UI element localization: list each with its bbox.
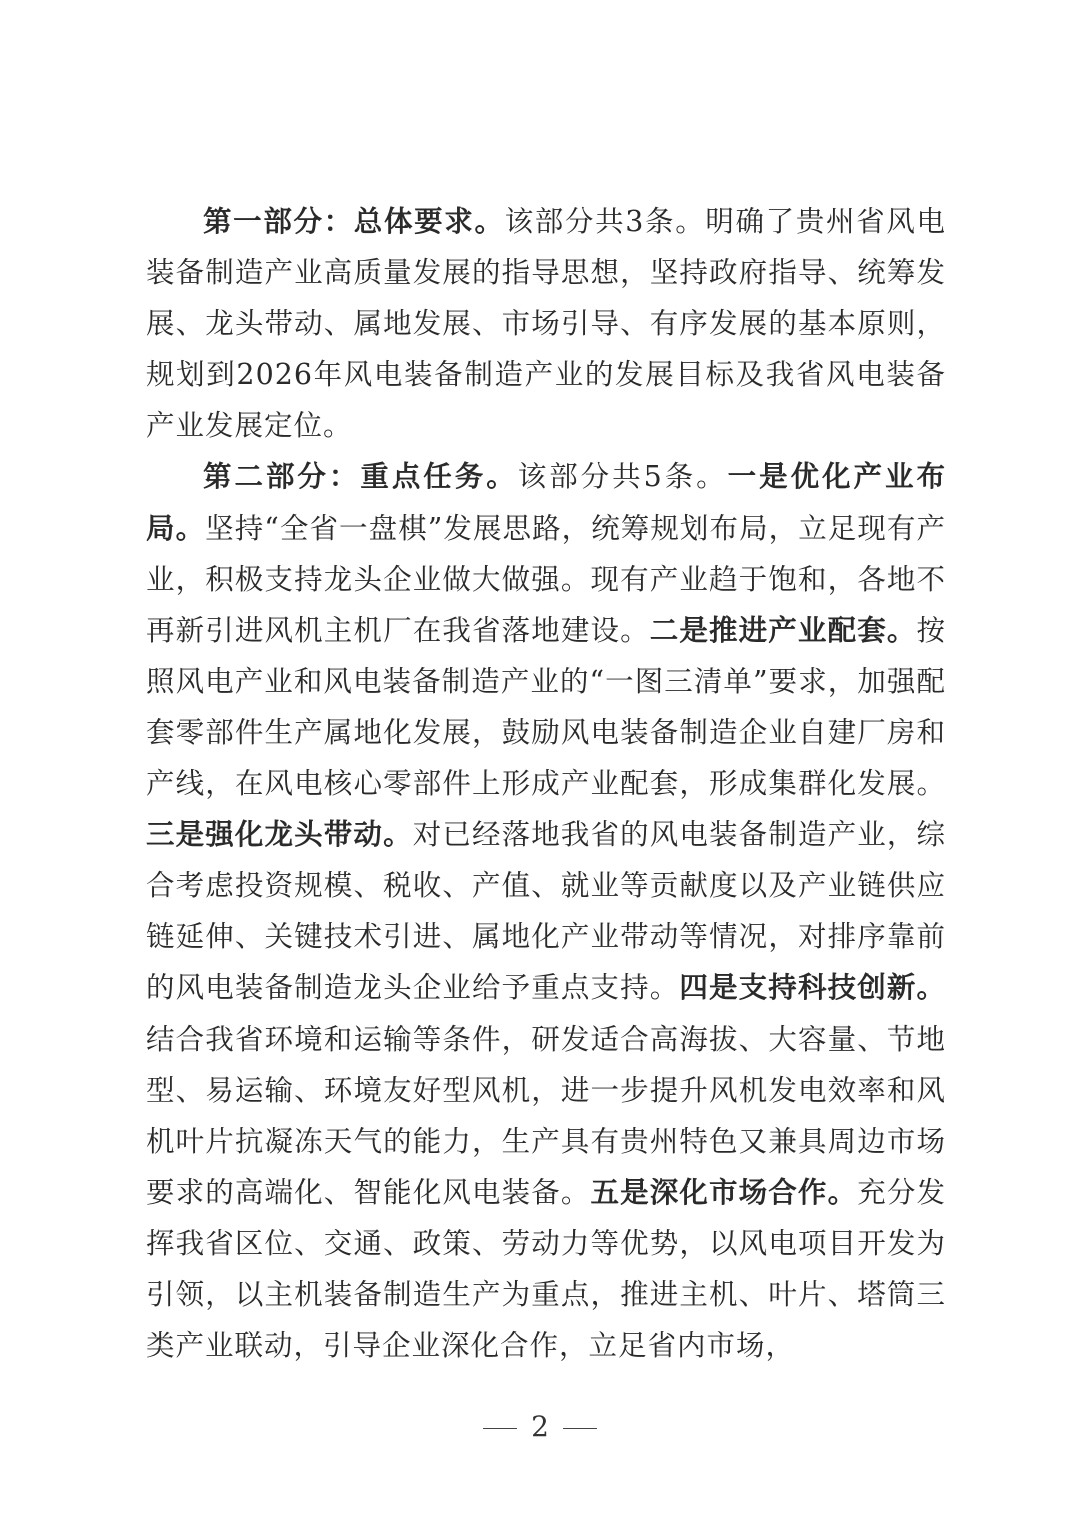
- task-one-text: 坚持“全省一盘棋”发展思路，统筹规划布局，立足现有产业，积极支持龙头企业做大做强。现有产业趋于饱和，各地不再新引进风机主机厂在我省落地建设。: [146, 511, 946, 647]
- part-two-heading: 第二部分：重点任务。: [203, 460, 518, 494]
- footer-dash-right: [563, 1428, 597, 1430]
- part-one-heading: 第一部分：总体要求。: [203, 205, 505, 238]
- part-two-intro: 该部分共5条。: [517, 460, 728, 494]
- task-four-emphasis: 四是支持科技创新。: [679, 971, 946, 1005]
- task-four-text: 结合我省环境和运输等条件，研发适合高海拔、大容量、节地型、易运输、环境友好型风机，进一步提升风机发电效率和风机叶片抗凝冻天气的能力，生产具有贵州特色又兼具周边市场要求的高端化、智能化风电装备。: [146, 1022, 946, 1209]
- paragraph-part-one: [146, 196, 946, 451]
- page-footer: [0, 1410, 1080, 1443]
- task-one-emphasis: 一是优化产业布局。: [146, 460, 946, 545]
- task-two-emphasis: 二是推进产业配套。: [649, 613, 917, 647]
- page-number: 2: [531, 1410, 549, 1443]
- document-body: [146, 196, 946, 1371]
- task-five-text: 充分发挥我省区位、交通、政策、劳动力等优势，以风电项目开发为引领，以主机装备制造生产为重点，推进主机、叶片、塔筒三类产业联动，引导企业深化合作，立足省内市场，: [146, 1175, 946, 1363]
- part-one-body: 该部分共3条。明确了贵州省风电装备制造产业高质量发展的指导思想，坚持政府指导、统筹发展、龙头带动、属地发展、市场引导、有序发展的基本原则，规划到2026年风电装备制造产业的发展目标及我省风电装备产业发展定位。: [146, 205, 946, 443]
- paragraph-part-two: [146, 451, 946, 1371]
- task-three-text: 对已经落地我省的风电装备制造产业，综合考虑投资规模、税收、产值、就业等贡献度以及产业链供应链延伸、关键技术引进、属地化产业带动等情况，对排序靠前的风电装备制造龙头企业给予重点支持。: [146, 818, 946, 1005]
- footer-dash-left: [483, 1428, 517, 1430]
- task-two-text: 按照风电产业和风电装备制造产业的“一图三清单”要求，加强配套零部件生产属地化发展，鼓励风电装备制造企业自建厂房和产线，在风电核心零部件上形成产业配套，形成集群化发展。: [146, 613, 946, 801]
- task-three-emphasis: 三是强化龙头带动。: [146, 818, 413, 852]
- task-five-emphasis: 五是深化市场合作。: [590, 1175, 858, 1209]
